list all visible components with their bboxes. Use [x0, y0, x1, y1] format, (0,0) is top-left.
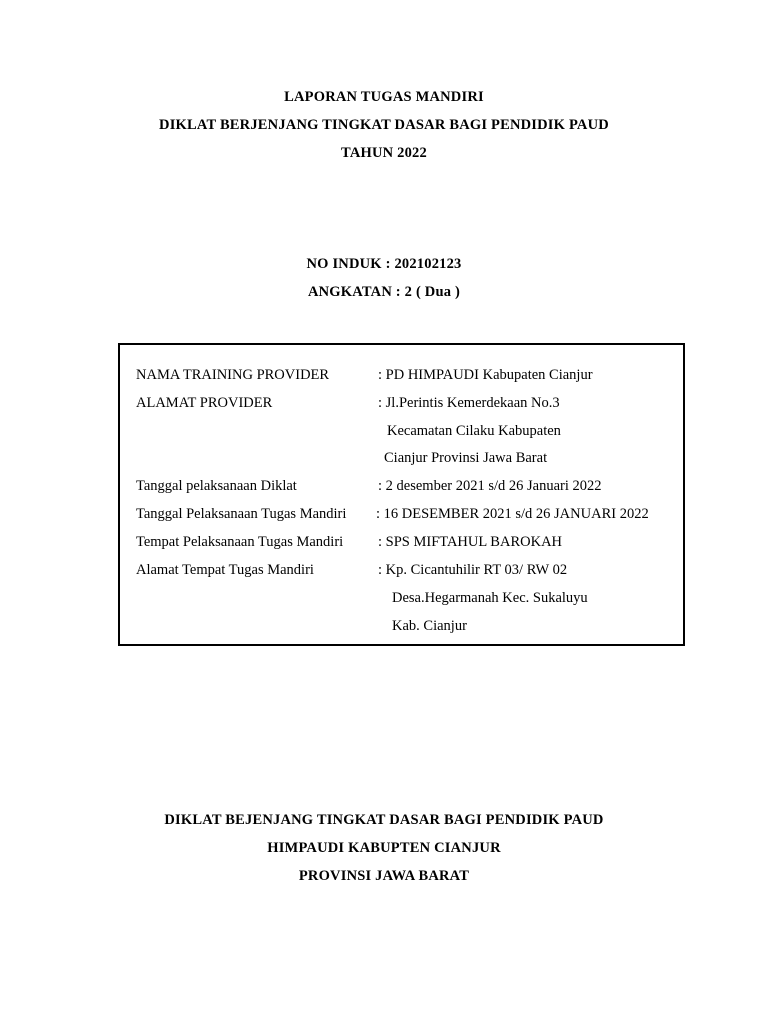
- tanggal-tugas-label: Tanggal Pelaksanaan Tugas Mandiri: [136, 506, 347, 522]
- alamat-tugas-value-2: Desa.Hegarmanah Kec. Sukaluyu: [392, 590, 588, 606]
- tempat-tugas-value: : SPS MIFTAHUL BAROKAH: [378, 534, 563, 550]
- alamat-tugas-label: Alamat Tempat Tugas Mandiri: [136, 562, 314, 578]
- tanggal-diklat-label: Tanggal pelaksanaan Diklat: [136, 478, 297, 494]
- alamat-tugas-value-1: : Kp. Cicantuhilir RT 03/ RW 02: [378, 562, 568, 578]
- footer-province: PROVINSI JAWA BARAT: [298, 868, 470, 884]
- provider-value: : PD HIMPAUDI Kabupaten Cianjur: [378, 367, 593, 383]
- alamat-tugas-value-3: Kab. Cianjur: [392, 618, 467, 634]
- tanggal-diklat-value: : 2 desember 2021 s/d 26 Januari 2022: [378, 478, 602, 494]
- alamat-provider-value-3: Cianjur Provinsi Jawa Barat: [384, 450, 548, 466]
- footer-organization: HIMPAUDI KABUPTEN CIANJUR: [267, 840, 501, 856]
- program-title: DIKLAT BERJENJANG TINGKAT DASAR BAGI PENDIDIK PAUD: [159, 117, 609, 133]
- tempat-tugas-label: Tempat Pelaksanaan Tugas Mandiri: [136, 534, 344, 550]
- angkatan: ANGKATAN : 2 ( Dua ): [307, 284, 461, 300]
- info-box: [118, 343, 685, 646]
- year-title: TAHUN 2022: [341, 145, 427, 161]
- alamat-provider-value-2: Kecamatan Cilaku Kabupaten: [387, 423, 561, 439]
- report-title: LAPORAN TUGAS MANDIRI: [284, 89, 484, 105]
- no-induk: NO INDUK : 202102123: [306, 256, 462, 272]
- tanggal-tugas-value: : 16 DESEMBER 2021 s/d 26 JANUARI 2022: [376, 506, 649, 522]
- footer-program: DIKLAT BEJENJANG TINGKAT DASAR BAGI PENDIDIK PAUD: [164, 812, 604, 828]
- alamat-provider-value-1: : Jl.Perintis Kemerdekaan No.3: [378, 395, 560, 411]
- alamat-provider-label: ALAMAT PROVIDER: [136, 395, 273, 411]
- provider-label: NAMA TRAINING PROVIDER: [136, 367, 330, 383]
